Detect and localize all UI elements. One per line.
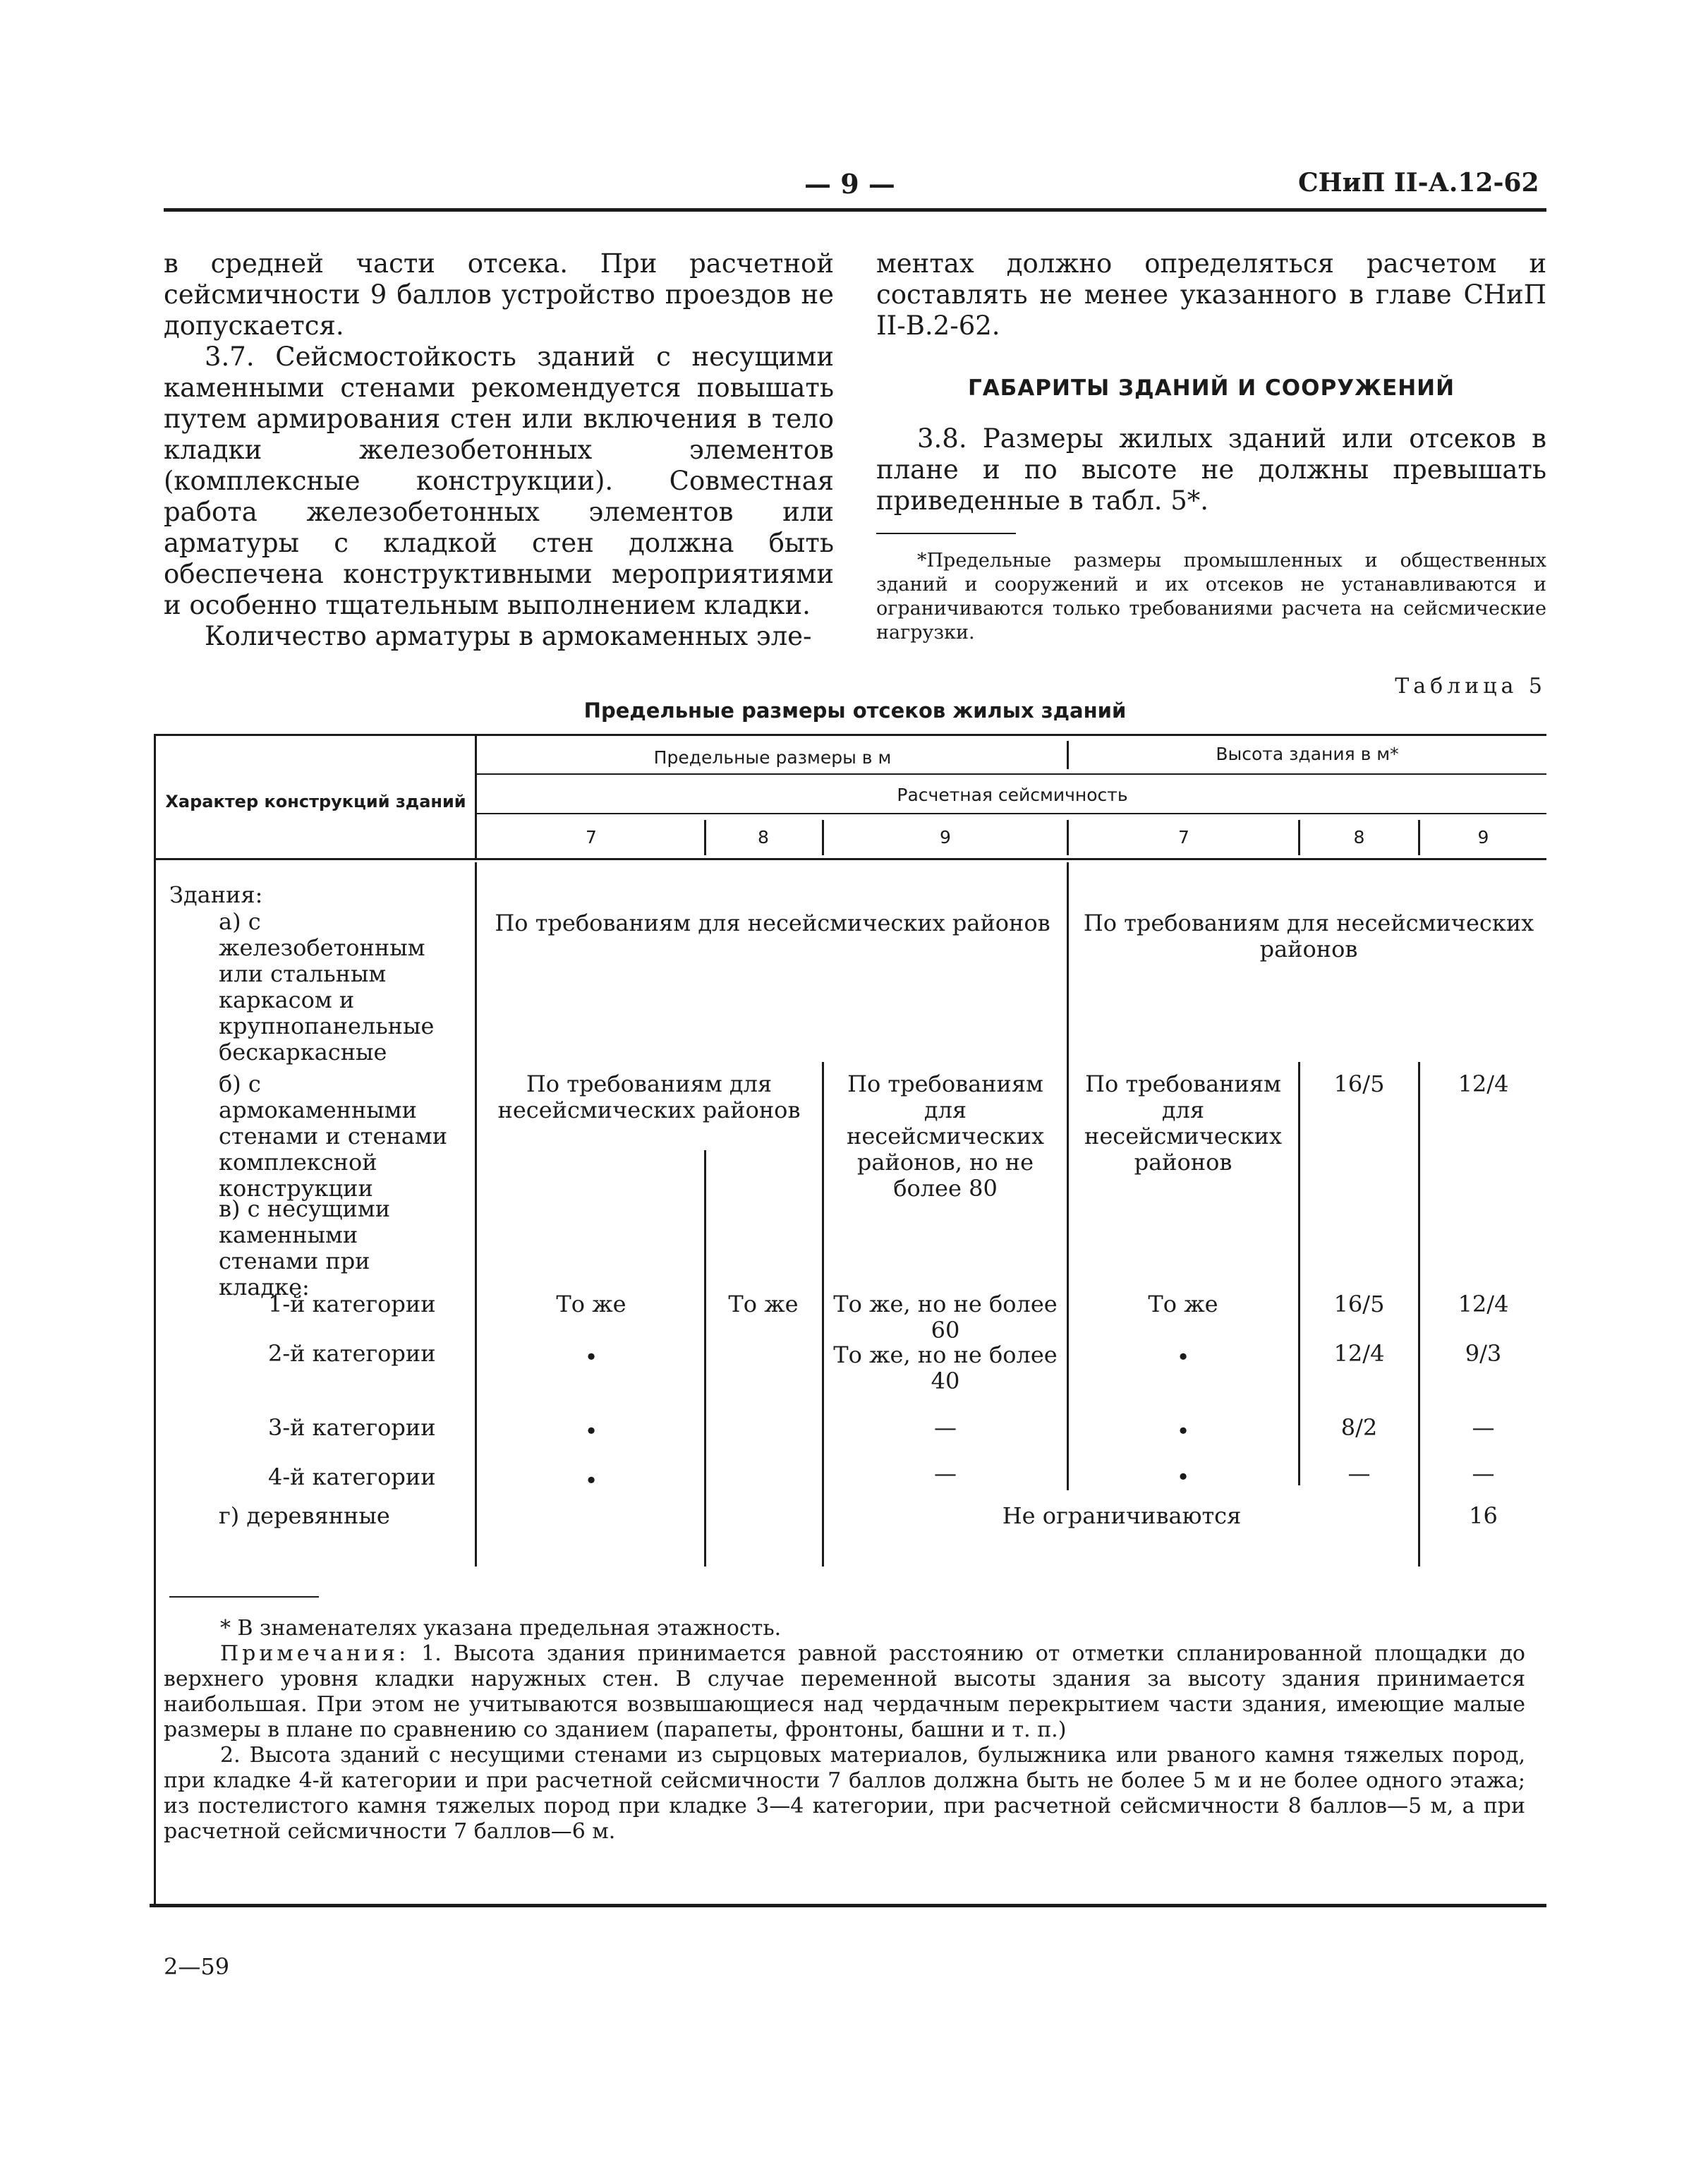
row-cat2-label: 2-й категории — [268, 1340, 436, 1367]
cat3-h7-cell: • — [1176, 1418, 1190, 1444]
right-paragraph-1: ментах должно определяться расчетом и составлять не менее указанного в главе СНиП II-В.2-62. — [876, 248, 1546, 341]
header-character: Характер конструкций зданий — [165, 792, 466, 811]
notes-label: Примечания: — [220, 1641, 410, 1666]
left-column — [164, 248, 834, 652]
table-bottom-rule — [150, 1904, 1546, 1907]
footnote — [876, 549, 1546, 645]
table-top-rule — [155, 734, 1546, 736]
table-title: Предельные размеры отсеков жилых зданий — [583, 699, 1127, 723]
header-divider-col9-7 — [1067, 820, 1069, 855]
cat4-h8-cell: — — [1347, 1460, 1371, 1487]
header-divider-char — [475, 734, 477, 858]
right-column — [876, 248, 1546, 342]
cat4-h7-cell: • — [1176, 1463, 1190, 1490]
table-header-bottom-rule — [155, 858, 1546, 860]
row-cat4-label: 4-й категории — [268, 1463, 436, 1490]
b-sizes-78-cell: По требованиям для несейсмических районов — [497, 1070, 801, 1123]
note-1-text: 1. Высота здания принимается равной расстоянию от отметки спланированной площадки до верхнего уровня кладки наружных стен. В случае переменной высоты здания за высоту здания принимается наибольшая. При этом не учитываются возвышающиеся над чердачным перекрытием части здания, имеющие малые размеры в плане по сравнению со зданием (парапеты, фронтоны, башни и т. п.) — [164, 1641, 1525, 1742]
page-number: — 9 — — [804, 168, 895, 200]
body-divider-h8-h9 — [1418, 1062, 1420, 1567]
left-paragraph-3: Количество арматуры в армокаменных эле- — [205, 621, 812, 651]
cat4-s7-cell: • — [584, 1467, 598, 1494]
b-sizes-9-cell: По требованиям для несейсмических районов, но не более 80 — [847, 1070, 1044, 1202]
header-limit-sizes: Предельные размеры в м — [653, 747, 892, 768]
cat1-s8-cell: То же — [728, 1291, 799, 1317]
a-sizes-cell: По требованиям для несейсмических районов — [495, 910, 1050, 936]
col-header-s9: 9 — [940, 827, 951, 847]
cat2-s7-cell: • — [584, 1344, 598, 1370]
g-merged-cell: Не ограничиваются — [1002, 1502, 1242, 1529]
cat3-h8-cell: 8/2 — [1340, 1414, 1378, 1441]
body-divider-78 — [704, 1150, 706, 1567]
table-label: Таблица 5 — [1395, 674, 1546, 699]
note-star: * В знаменателях указана предельная этажность. — [220, 1616, 782, 1641]
body-divider-char — [475, 862, 477, 1567]
document-code: СНиП II-А.12-62 — [1298, 168, 1539, 198]
page-code: 2—59 — [164, 1953, 230, 1980]
cat2-h7-cell: • — [1176, 1344, 1190, 1370]
b-h7-cell: По требованиям для несейсмических районов — [1084, 1070, 1282, 1176]
cat2-s9-cell: То же, но не более 40 — [833, 1341, 1058, 1394]
a-height-cell: По требованиям для несейсмических районов — [1083, 910, 1534, 962]
row-v-label: в) с несущими каменными стенами при кладке: — [219, 1195, 391, 1300]
left-paragraph-2: 3.7. Сейсмостойкость зданий с несущими каменными стенами рекомендуется повышать путем армирования стен или включения в тело кладки железобетонных элементов (комплексные конструкции). Совместная работа железобетонных элементов или арматуры с кладкой стен должна быть обеспечена конструктивными мероприятиями и особенно тщательным выполнением кладки. — [164, 342, 834, 620]
row-a-label: а) с железобетонным или стальным каркасом и крупнопанельные бескаркасные — [219, 908, 435, 1066]
header-divider-col78 — [704, 820, 706, 855]
notes-rule — [169, 1596, 319, 1598]
row-cat3-label: 3-й категории — [268, 1414, 436, 1441]
row-buildings: Здания: — [169, 881, 263, 908]
cat3-s9-cell: — — [934, 1414, 957, 1441]
col-header-h8: 8 — [1353, 827, 1365, 847]
note-1 — [164, 1641, 1525, 1743]
col-header-h7: 7 — [1178, 827, 1189, 847]
row-b-label: б) с армокаменными стенами и стенами комплексной конструкции — [219, 1070, 448, 1202]
body-divider-89 — [822, 1062, 824, 1567]
header-height: Высота здания в м* — [1216, 744, 1399, 764]
b-h9-cell: 12/4 — [1458, 1070, 1509, 1097]
g-h9-cell: 16 — [1469, 1502, 1498, 1529]
cat2-h9-cell: 9/3 — [1465, 1340, 1502, 1367]
table-header-rule-1 — [476, 773, 1546, 775]
table-left-border — [154, 734, 156, 1905]
body-divider-sizes-height — [1067, 862, 1069, 1490]
right-paragraph-2: 3.8. Размеры жилых зданий или отсеков в плане и по высоте не должны превышать приведенные в табл. 5*. — [876, 423, 1546, 516]
body-divider-h7-h8 — [1298, 1062, 1300, 1485]
cat4-h9-cell: — — [1472, 1460, 1495, 1487]
cat3-s7-cell: • — [584, 1418, 598, 1444]
table-header-rule-2 — [476, 813, 1546, 814]
section-heading: ГАБАРИТЫ ЗДАНИЙ И СООРУЖЕНИЙ — [967, 375, 1455, 401]
header-divider-sizes-height — [1067, 741, 1069, 769]
col-header-s8: 8 — [758, 827, 769, 847]
right-column-continued — [876, 423, 1546, 517]
cat2-h8-cell: 12/4 — [1333, 1340, 1385, 1367]
cat1-h9-cell: 12/4 — [1458, 1291, 1509, 1317]
header-divider-col8-9 — [1418, 820, 1420, 855]
cat1-s7-cell: То же — [556, 1291, 626, 1317]
cat1-h8-cell: 16/5 — [1333, 1291, 1385, 1317]
row-g-label: г) деревянные — [219, 1502, 390, 1529]
note-2: 2. Высота зданий с несущими стенами из сырцовых материалов, булыжника или рваного камня тяжелых пород, при кладке 4-й категории и при расчетной сейсмичности 7 баллов должна быть не более 5 м и не более одного этажа; из постелистого камня тяжелых пород при кладке 3—4 категории, при расчетной сейсмичности 8 баллов—5 м, а при расчетной сейсмичности 7 баллов—6 м. — [164, 1743, 1525, 1844]
col-header-s7: 7 — [586, 827, 597, 847]
footnote-text: *Предельные размеры промышленных и общественных зданий и сооружений и их отсеков не устанавливаются и ограничиваются только требованиями расчета на сейсмические нагрузки. — [876, 550, 1546, 644]
b-h8-cell: 16/5 — [1333, 1070, 1385, 1097]
cat4-s9-cell: — — [934, 1460, 957, 1487]
header-divider-col89 — [822, 820, 824, 855]
col-header-h9: 9 — [1477, 827, 1489, 847]
table-notes — [164, 1616, 1525, 1845]
footnote-rule — [876, 533, 1016, 534]
header-divider-col7-8 — [1298, 820, 1300, 855]
cat1-h7-cell: То же — [1148, 1291, 1218, 1317]
left-paragraph-1: в средней части отсека. При расчетной сейсмичности 9 баллов устройство проездов не допускается. — [164, 248, 834, 341]
row-cat1-label: 1-й категории — [268, 1291, 436, 1317]
header-seismicity: Расчетная сейсмичность — [897, 785, 1128, 805]
cat3-h9-cell: — — [1472, 1414, 1495, 1441]
cat1-s9-cell: То же, но не более 60 — [833, 1291, 1058, 1344]
header-rule — [164, 208, 1546, 212]
